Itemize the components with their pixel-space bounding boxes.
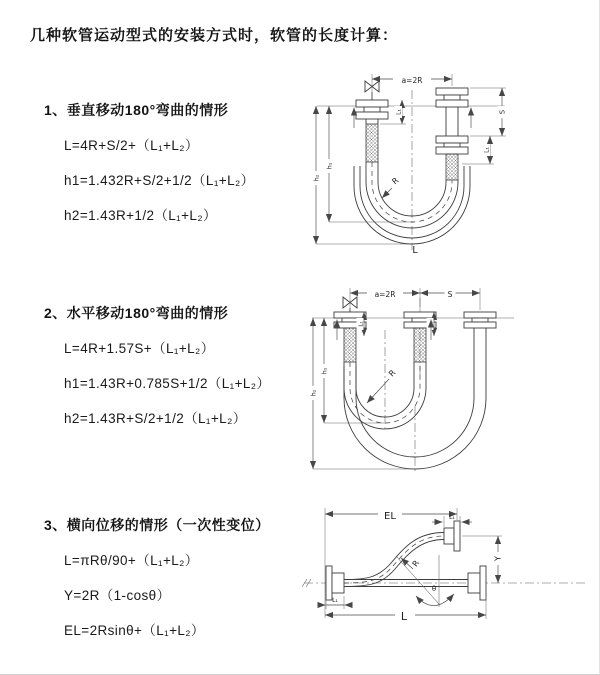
width-label: a=2R	[374, 290, 396, 299]
section-2-heading: 2、水平移动180°弯曲的情形	[44, 305, 229, 321]
radius-label: R	[390, 175, 401, 187]
el-label: EL	[384, 511, 396, 522]
l1-label: L₁	[395, 109, 403, 115]
l1-label: L₁	[428, 321, 435, 327]
formula-h2: h2=1.43R+1/2（L₁+L₂）	[64, 208, 217, 223]
h2-label: h₂	[312, 174, 321, 182]
s-curved-hose	[344, 521, 460, 587]
dimension-h2	[309, 318, 415, 469]
page-title: 几种软管运动型式的安装方式时，软管的长度计算：	[30, 27, 399, 44]
section-3-heading: 3、横向位移的情形（一次性变位）	[44, 517, 270, 533]
radius-leader	[367, 368, 398, 403]
dimension-s	[470, 88, 507, 136]
radius-label: R	[387, 368, 398, 379]
section-lateral-displacement	[44, 515, 270, 654]
dimension-l1-top	[432, 514, 472, 527]
l1-label: L₁	[358, 321, 365, 327]
theta-label: θ	[431, 585, 437, 593]
formula-h1: h1=1.432R+S/2+1/2（L₁+L₂）	[64, 173, 255, 188]
section-horizontal-movement	[44, 303, 270, 442]
formula-length: L=πRθ/90+（L₁+L₂）	[64, 553, 199, 568]
l-label: L	[400, 610, 408, 623]
formula-length: L=4R+1.57S+（L₁+L₂）	[64, 341, 215, 356]
right-pipe-flanges	[436, 88, 468, 180]
formula-length: L=4R+S/2+（L₁+L₂）	[64, 138, 199, 153]
section-vertical-movement	[44, 100, 255, 239]
l1-label: L₁	[449, 514, 455, 521]
left-pipe-flange	[356, 100, 388, 162]
reference-lines	[317, 90, 505, 250]
dimension-h1	[325, 106, 412, 222]
dimension-h2	[312, 106, 412, 244]
dimension-l1-bottom	[318, 596, 352, 609]
dimension-el	[325, 507, 457, 619]
diagram-horizontal-180-bend	[304, 280, 539, 472]
diagram-vertical-180-bend	[305, 66, 525, 256]
diagram-lateral-displacement	[296, 492, 596, 642]
radius-leader	[401, 558, 421, 569]
s-label: S	[498, 109, 507, 115]
section-1-heading: 1、垂直移动180°弯曲的情形	[44, 102, 229, 118]
s-label: S	[447, 290, 453, 299]
length-label: L	[412, 245, 418, 256]
h2-label: h₂	[309, 389, 318, 397]
h1-label: h₁	[320, 367, 329, 375]
y-label: Y	[493, 556, 503, 561]
h1-label: h₁	[325, 162, 334, 170]
formula-el: EL=2Rsinθ+（L₁+L₂）	[64, 623, 205, 638]
radius-leader	[382, 176, 401, 198]
width-label: a=2R	[401, 76, 423, 85]
l1-label: L₁	[483, 147, 491, 153]
angle-construction	[396, 555, 454, 607]
left-flange	[326, 566, 344, 600]
dimension-width-a2r	[350, 287, 480, 311]
radius-label: R	[410, 558, 422, 569]
formula-h2: h2=1.43R+S/2+1/2（L₁+L₂）	[64, 411, 247, 426]
formula-h1: h1=1.43R+0.785S+1/2（L₁+L₂）	[64, 376, 271, 391]
dimension-l	[325, 594, 486, 623]
l1-label: L₁	[332, 597, 338, 604]
formula-y: Y=2R（1-cosθ）	[64, 588, 171, 603]
